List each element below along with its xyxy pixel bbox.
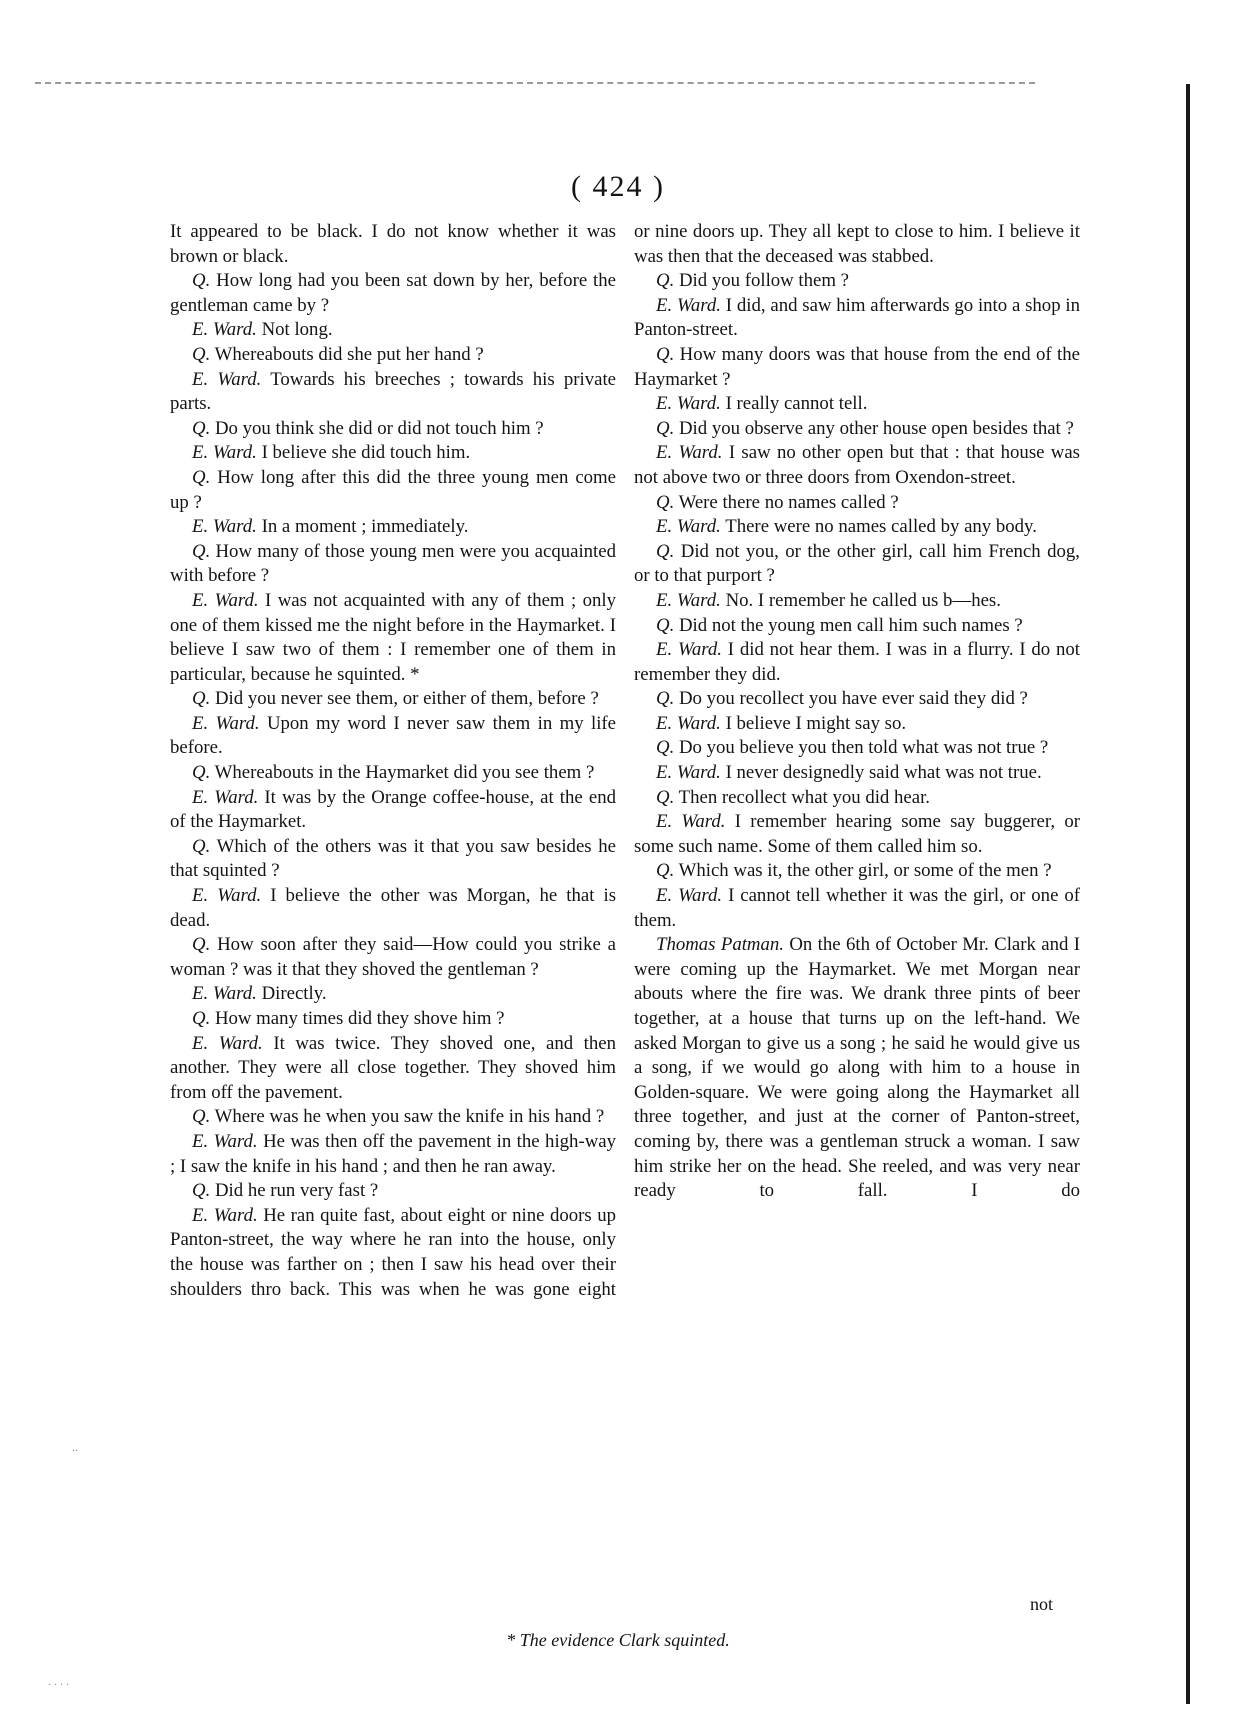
speaker-label: E. Ward. [192,319,257,341]
footnote: * The evidence Clark squinted. [506,1630,730,1650]
paragraph-text: I remember hearing some say buggerer, or some such name. Some of them called him so. [634,811,1080,857]
paragraph-text: I never designedly said what was not true. [725,762,1042,784]
continued-paragraph [634,220,1080,269]
speaker-label: E. Ward. [656,294,721,316]
paragraph-text: Towards his breeches ; towards his private parts. [170,368,616,415]
continued-paragraph [170,220,616,269]
page-speck: . . . . [48,1674,69,1688]
paragraph-text: I believe I might say so. [725,712,907,734]
question-paragraph [634,859,1080,884]
speaker-label: Q. [656,491,675,513]
answer-paragraph [634,294,1080,343]
paragraph-text: Were there no names called ? [678,491,899,513]
speaker-label: E. Ward. [192,1130,258,1152]
paragraph-text: Did not you, or the other girl, call him French dog, or to that purport ? [634,540,1080,587]
speaker-label: Q. [656,540,675,562]
top-rule [35,82,1035,84]
question-paragraph [170,1007,616,1032]
speaker-label: E. Ward. [192,516,257,538]
speaker-label: Q. [656,270,675,292]
paragraph-text: Did you follow them ? [678,270,850,292]
speaker-label: Q. [192,1180,211,1202]
answer-paragraph [170,368,616,417]
speaker-label: Q. [192,934,211,956]
answer-paragraph [170,441,616,466]
speaker-label: E. Ward. [656,639,722,661]
speaker-label: E. Ward. [656,589,721,611]
question-paragraph [170,1105,616,1130]
paragraph-text: Did he run very fast ? [214,1180,379,1202]
speaker-label: E. Ward. [192,1204,258,1226]
paragraph-text: On the 6th of October Mr. Clark and I were coming up the Haymarket. We met Morgan near abouts where the fire was. We drank three pints of beer together, at a house that turns up on the left-hand. We asked Morgan to give us a song ; he said he would give us a song, if we would go along with him to a house in Golden-square. We were going along the Haymarket all three together, and just at the corner of Panton-street, coming by, there was a gentleman struck a woman. I saw him strike her on the head. She reeled, and was very near ready to fall. I do [634,934,1081,1202]
right-column [634,220,1080,1204]
speaker-label: Q. [192,343,211,365]
paragraph-text: Whereabouts in the Haymarket did you see them ? [214,762,595,784]
paragraph-text: I did not hear them. I was in a flurry. I do not remember they did. [634,639,1080,685]
paragraph-text: Whereabouts did she put her hand ? [214,343,484,365]
speaker-label: E. Ward. [192,442,257,464]
paragraph-text: I did, and saw him afterwards go into a shop in Panton-street. [634,294,1080,341]
speaker-label: Q. [656,688,675,710]
speaker-label: Q. [656,343,675,365]
paragraph-text: There were no names called by any body. [725,516,1037,538]
question-paragraph [170,1179,616,1204]
question-paragraph [634,687,1080,712]
speaker-label: E. Ward. [192,1032,263,1054]
answer-paragraph [170,884,616,933]
paragraph-text: I cannot tell whether it was the girl, or one of them. [634,885,1080,931]
speaker-label: Q. [656,614,675,636]
paragraph-text: Where was he when you saw the knife in his hand ? [214,1106,605,1128]
paragraph-text: I was not acquainted with any of them ; only one of them kissed me the night before in the Haymarket. I believe I saw two of them : I remember one of them in particular, because he squinted. * [170,589,616,685]
question-paragraph [634,736,1080,761]
question-paragraph [634,786,1080,811]
paragraph-text: Do you believe you then told what was not true ? [678,737,1049,759]
answer-paragraph [634,638,1080,687]
paragraph-text: Directly. [261,983,327,1005]
question-paragraph [170,417,616,442]
answer-paragraph [634,810,1080,859]
question-paragraph [170,835,616,884]
answer-paragraph [634,712,1080,737]
paragraph-text: He was then off the pavement in the high-way ; I saw the knife in his hand ; and then he ran away. [170,1130,616,1177]
paragraph-text: It was by the Orange coffee-house, at the end of the Haymarket. [170,786,616,833]
paragraph-text: How many of those young men were you acquainted with before ? [170,540,616,587]
question-paragraph [170,269,616,318]
answer-paragraph [170,982,616,1007]
speaker-label: E. Ward. [192,885,262,907]
answer-paragraph [634,515,1080,540]
speaker-label: E. Ward. [192,786,259,808]
speaker-label: Q. [192,835,211,857]
paragraph-text: How many doors was that house from the end of the Haymarket ? [634,343,1080,390]
answer-paragraph [170,1204,616,1302]
speaker-label: Q. [656,786,675,808]
paragraph-text: Did you observe any other house open besides that ? [678,417,1074,439]
speaker-label: Q. [192,417,211,439]
speaker-label: E. Ward. [656,393,721,415]
question-paragraph [170,933,616,982]
answer-paragraph [634,589,1080,614]
speaker-label: Q. [656,417,675,439]
answer-paragraph [634,761,1080,786]
left-column [170,220,616,1302]
paragraph-text: In a moment ; immediately. [261,516,469,538]
speaker-label: E. Ward. [656,811,726,833]
answer-paragraph [170,786,616,835]
answer-paragraph [170,589,616,687]
question-paragraph [634,540,1080,589]
question-paragraph [170,687,616,712]
speaker-label: Q. [192,540,211,562]
paragraph-text: I believe she did touch him. [261,442,471,464]
speaker-label: Q. [192,270,211,292]
page-number: ( 424 ) [571,170,665,203]
paragraph-text: Do you think she did or did not touch him ? [214,417,544,439]
speaker-label: E. Ward. [656,885,723,907]
answer-paragraph [634,933,1080,1204]
paragraph-text: I really cannot tell. [725,393,868,415]
question-paragraph [170,466,616,515]
paragraph-text: I believe the other was Morgan, he that is dead. [170,885,616,931]
paragraph-text: Upon my word I never saw them in my life before. [170,712,616,759]
speaker-label: Q. [656,737,675,759]
answer-paragraph [170,515,616,540]
paragraph-text: Did not the young men call him such names ? [678,614,1023,636]
answer-paragraph [170,1130,616,1179]
paragraph-text: Which of the others was it that you saw besides he that squinted ? [170,835,616,882]
speaker-label: E. Ward. [656,442,723,464]
question-paragraph [634,491,1080,516]
speaker-label: E. Ward. [656,762,721,784]
question-paragraph [634,343,1080,392]
paragraph-text: It was twice. They shoved one, and then another. They were all close together. They shoved him from off the pavement. [170,1032,617,1103]
answer-paragraph [634,884,1080,933]
paragraph-text: Did you never see them, or either of them, before ? [214,688,599,710]
paragraph-text: How many times did they shove him ? [214,1008,505,1029]
question-paragraph [634,417,1080,442]
paragraph-text: Then recollect what you did hear. [678,786,930,808]
speaker-label: Q. [656,860,675,882]
speaker-label: Thomas Patman. [656,934,784,956]
speaker-label: Q. [192,1106,211,1128]
paragraph-text: How long after this did the three young men come up ? [170,466,616,513]
paragraph-text: No. I remember he called us b—hes. [725,589,1001,611]
speaker-label: E. Ward. [192,589,259,611]
speaker-label: Q. [192,1008,211,1029]
speaker-label: E. Ward. [192,983,257,1005]
catchword: not [1030,1594,1054,1614]
answer-paragraph [170,712,616,761]
question-paragraph [170,540,616,589]
speaker-label: E. Ward. [192,368,262,390]
speaker-label: Q. [192,762,211,784]
paragraph-text: or nine doors up. They all kept to close to him. I believe it was then that the deceased was stabbed. [634,221,1080,267]
page-speck: .. [72,1440,78,1454]
paragraph-text: He ran quite fast, about eight or nine doors up Panton-street, the way where he ran into the house, only the house was farther on ; then I saw his head over their shoulders thro back. This was when he was gone eight [170,1204,616,1300]
paragraph-text: It appeared to be black. I do not know whether it was brown or black. [170,221,616,267]
paragraph-text: Which was it, the other girl, or some of the men ? [678,860,1052,882]
answer-paragraph [634,441,1080,490]
paragraph-text: I saw no other open but that : that house was not above two or three doors from Oxendon-street. [634,442,1080,488]
question-paragraph [170,343,616,368]
question-paragraph [170,761,616,786]
paragraph-text: How soon after they said—How could you strike a woman ? was it that they shoved the gentleman ? [170,934,616,980]
speaker-label: E. Ward. [656,712,721,734]
answer-paragraph [170,318,616,343]
paragraph-text: Do you recollect you have ever said they did ? [678,688,1028,710]
page-edge-line [1186,84,1190,1704]
answer-paragraph [170,1032,616,1106]
paragraph-text: How long had you been sat down by her, before the gentleman came by ? [170,270,617,316]
speaker-label: E. Ward. [192,712,260,734]
question-paragraph [634,269,1080,294]
paragraph-text: Not long. [261,319,333,341]
speaker-label: E. Ward. [656,516,721,538]
question-paragraph [634,614,1080,639]
speaker-label: Q. [192,466,211,488]
answer-paragraph [634,392,1080,417]
speaker-label: Q. [192,688,211,710]
